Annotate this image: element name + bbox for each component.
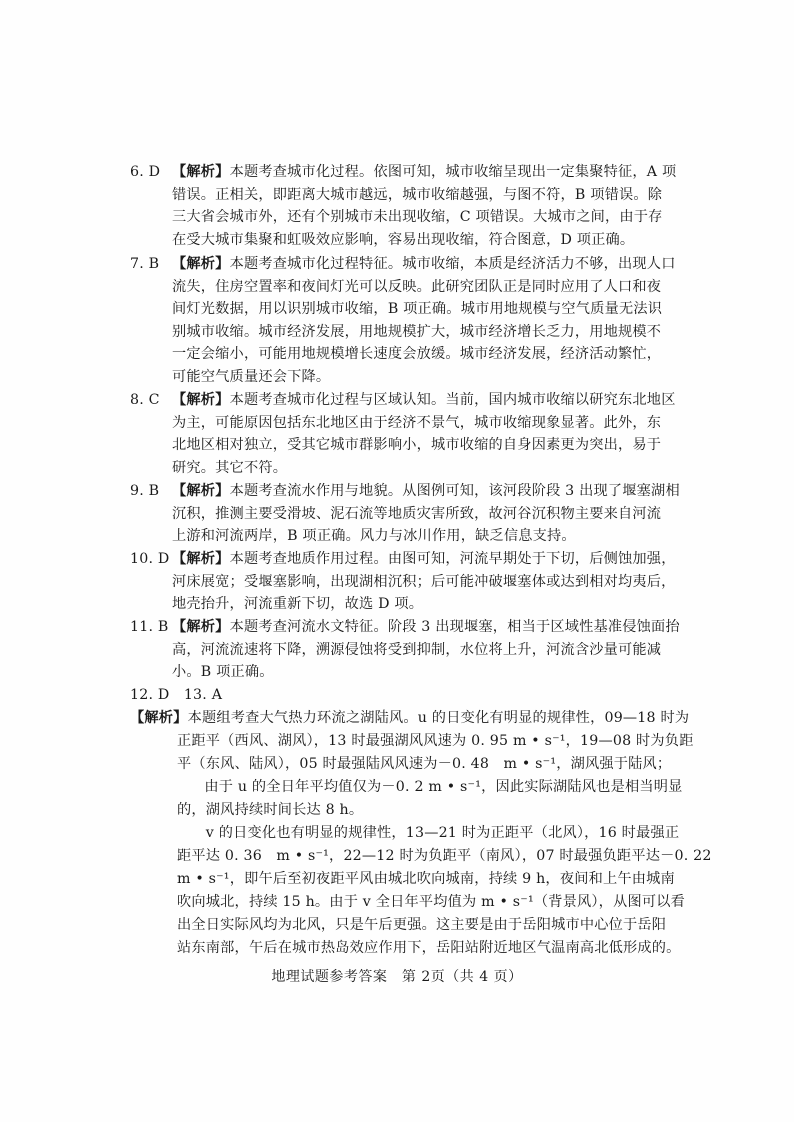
explanation-line: 本题考查城市化过程特征。城市收缩，本质是经济活力不够，出现人口 [229, 256, 676, 272]
analysis-tag: 【解析】 [172, 256, 230, 272]
answer-item-9 [130, 480, 680, 548]
explanation-line: 别城市收缩。城市经济发展，用地规模扩大，城市经济增长乏力，用地规模不 [172, 323, 662, 340]
answer-explanation [172, 616, 680, 684]
answer-item-10 [130, 548, 676, 616]
answer-item-6 [130, 161, 677, 251]
explanation-line: 本题考查河流水文特征。阶段 3 出现堰塞，相当于区域性基准侵蚀面抬 [229, 619, 680, 635]
page-footer: 地理试题参考答案 第 2页（共 4 页） [271, 969, 523, 985]
explanation-line: 距平达 0. 36 m • s⁻¹，22—12 时为负距平（南风），07 时最强负距平达－0. 22 [177, 848, 712, 864]
explanation-line: 沉积，推测主要受滑坡、泥石流等地质灾害所致，故河谷沉积物主要来自河流 [172, 505, 662, 522]
explanation-line: v 的日变化也有明显的规律性，13—21 时为正距平（北风），16 时最强正 [177, 825, 680, 841]
analysis-tag: 【解析】 [172, 164, 230, 180]
explanation-line: 上游和河流两岸，B 项正确。风力与冰川作用，缺乏信息支持。 [172, 528, 576, 545]
explanation-line: 本题考查城市化过程。依图可知，城市收缩呈现出一定集聚特征，A 项 [229, 164, 677, 180]
analysis-tag: 【解析】 [130, 710, 188, 726]
explanation-line: 出全日实际风均为北风，只是午后更强。这主要是由于岳阳城市中心位于岳阳 [177, 917, 667, 933]
answer-number: 6. D [130, 164, 161, 180]
answer-explanation [172, 480, 680, 548]
analysis-first-line [130, 707, 689, 730]
answer-explanation [172, 548, 676, 616]
analysis-tag: 【解析】 [172, 619, 230, 635]
explanation-line: 流失，住房空置率和夜间灯光可以反映。此研究团队正是同时应用了人口和夜 [172, 278, 662, 295]
answer-explanation [172, 161, 677, 251]
explanation-line: 间灯光数据，用以识别城市收缩，B 项正确。城市用地规模与空气质量无法识 [172, 301, 663, 318]
explanation-line: 可能空气质量还会下降。 [172, 368, 331, 385]
explanation-line: 正距平（西风、湖风），13 时最强湖风风速为 0. 95 m • s⁻¹，19—08 时为负距 [177, 733, 694, 749]
analysis-tag: 【解析】 [172, 483, 230, 499]
explanation-line: 的，湖风持续时间长达 8 h。 [177, 802, 364, 818]
explanation-line: 吹向城北，持续 15 h。由于 v 全日年平均值为 m • s⁻¹（背景风），从图可以看 [177, 894, 686, 910]
answer-number: 10. D [130, 551, 170, 567]
answer-number: 8. C [130, 392, 160, 408]
explanation-line: 在受大城市集聚和虹吸效应影响，容易出现收缩，符合图意，D 项正确。 [172, 231, 635, 248]
answer-number: 9. B [130, 483, 160, 499]
answer-item-7 [130, 253, 676, 389]
explanation-line: 河床展宽；受堰塞影响，出现湖相沉积；后可能冲破堰塞体或达到相对均夷后， [172, 573, 676, 590]
explanation-line: 本题考查流水作用与地貌。从图例可知，该河段阶段 3 出现了堰塞湖相 [229, 483, 680, 499]
explanation-line: 地壳抬升，河流重新下切，故选 D 项。 [172, 596, 424, 613]
explanation-line: 本题组考查大气热力环流之湖陆风。u 的日变化有明显的规律性，09—18 时为 [187, 710, 690, 726]
explanation-line: 研究。其它不符。 [172, 459, 288, 476]
answer-explanation [172, 389, 676, 479]
answer-item-11 [130, 616, 680, 684]
answer-item-8 [130, 389, 676, 479]
explanation-line: 由于 u 的全日年平均值仅为－0. 2 m • s⁻¹，因此实际湖陆风也是相当明显 [190, 779, 683, 795]
explanation-line: 北地区相对独立，受其它城市群影响小，城市收缩的自身因素更为突出，易于 [172, 437, 662, 454]
analysis-tag: 【解析】 [172, 551, 230, 567]
answer-item-12-13: 12. D 13. A [130, 687, 223, 703]
explanation-line: 错误。正相关，即距离大城市越远，城市收缩越强，与图不符，B 项错误。除 [172, 186, 663, 203]
explanation-line: 一定会缩小，可能用地规模增长速度会放缓。城市经济发展，经济活动繁忙， [172, 346, 662, 363]
explanation-line: 为主，可能原因包括东北地区由于经济不景气，城市收缩现象显著。此外，东 [172, 414, 662, 431]
explanation-line: 小。B 项正确。 [172, 664, 274, 681]
analysis-tag: 【解析】 [172, 392, 230, 408]
explanation-line: 平（东风、陆风），05 时最强陆风风速为－0. 48 m • s⁻¹，湖风强于陆风； [177, 756, 672, 772]
explanation-line: 本题考查地质作用过程。由图可知，河流早期处于下切，后侧蚀加强， [229, 551, 676, 567]
answer-explanation [172, 253, 676, 389]
explanation-line: 本题考查城市化过程与区域认知。当前，国内城市收缩以研究东北地区 [229, 392, 676, 408]
answer-number: 7. B [130, 256, 160, 272]
explanation-line: 三大省会城市外，还有个别城市未出现收缩，C 项错误。大城市之间，由于存 [172, 209, 663, 226]
explanation-line: m • s⁻¹，即午后至初夜距平风由城北吹向城南，持续 9 h，夜间和上午由城南 [177, 871, 675, 887]
explanation-line: 高，河流流速将下降，溯源侵蚀将受到抑制，水位将上升，河流含沙量可能减 [172, 641, 662, 658]
answer-number: 11. B [130, 619, 169, 635]
explanation-line: 站东南部，午后在城市热岛效应作用下，岳阳站附近地区气温南高北低形成的。 [177, 940, 681, 956]
